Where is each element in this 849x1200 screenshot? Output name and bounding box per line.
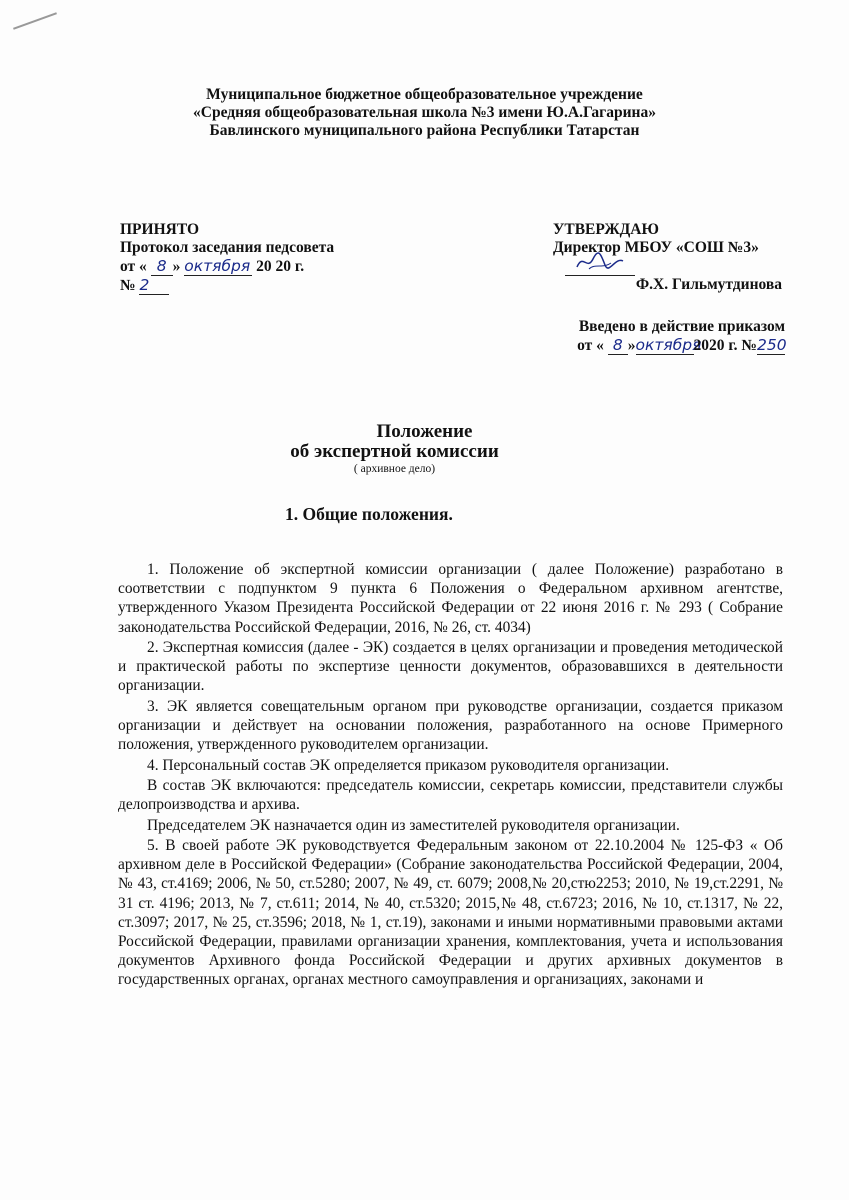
accepted-day: 8: [151, 257, 173, 276]
accepted-month: октября: [184, 257, 252, 276]
header-line-3: Бавлинского муниципального района Республики Татарстан: [209, 122, 640, 139]
decree-block: [430, 318, 785, 355]
accepted-heading: ПРИНЯТО: [120, 221, 200, 238]
paragraph: Председателем ЭК назначается один из заместителей руководителя организации.: [147, 816, 680, 834]
decree-day: 8: [608, 336, 628, 355]
section-title: 1. Общие положения.: [285, 504, 453, 524]
paragraph: 4. Персональный состав ЭК определяется приказом руководителя организации.: [147, 756, 670, 774]
signature-scribble-icon: [575, 251, 625, 273]
paragraph: 5. В своей работе ЭК руководствуется Федеральным законом от 22.10.2004 № 125-ФЗ « Об архивном деле в Российской Федерации» (Собрание законодательства Российской Федерации, 2004, № 43, ст.4169; 2006, № 50, ст.5280; 2007, № 49, ст. 6079; 2008,№ 20,стю2253; 2010, № 19,ст.2291, № 31 ст. 4196; 2013, № 7, ст.611; 2014, № 40, ст.5320; 2015,№ 48, ст.6723; 2016, № 10, ст.1317, № 22, ст.3097; 2017, № 25, ст.3596; 2018, № 1, ст.19), законами и иными нормативными правовыми актами Российской Федерации, правилами организации хранения, комплектования, учета и использования документов Архивного фонда Российской Федерации и других архивных документов в государственных органах, органах местного самоуправления и организациях, законами и: [118, 836, 783, 989]
body-text: [118, 560, 783, 991]
accepted-number: № 2: [120, 276, 420, 295]
decree-line: Введено в действие приказом: [578, 318, 785, 335]
paragraph: 3. ЭК является совещательным органом при руководстве организации, создается приказом организации и действует на основании положения, разработанного на основе Примерного положения, утвержденного руководителем организации.: [118, 697, 783, 754]
accepted-protocol: Протокол заседания педсовета: [120, 239, 335, 256]
decree-year: 2020 г. №: [693, 337, 757, 354]
document-subtitle: об экспертной комиссии: [290, 441, 499, 462]
accepted-date: от « 8 » октября 20 20 г.: [120, 257, 305, 275]
decree-number: 250: [757, 336, 787, 354]
scan-mark: [13, 12, 57, 30]
signature: [565, 257, 635, 276]
accepted-block: [120, 221, 420, 295]
decree-date: от « 8 »октября2020 г. №250: [577, 336, 787, 354]
document-title: Положение: [376, 421, 473, 442]
organization-header: [0, 86, 849, 140]
header-line-1: Муниципальное бюджетное общеобразовательное учреждение: [206, 86, 643, 103]
approved-block: [553, 221, 803, 279]
paragraph: В состав ЭК включаются: председатель комиссии, секретарь комиссии, представители службы делопроизводства и архива.: [118, 776, 783, 814]
paragraph: 1. Положение об экспертной комиссии организации ( далее Положение) разработано в соответствии с подпунктом 9 пункта 6 Положения о Федеральном архивном агентстве, утвержденного Указом Президента Российской Федерации от 22 июня 2016 г. № 293 ( Собрание законодательства Российской Федерации, 2016, № 26, ст. 4034): [118, 561, 783, 636]
approved-heading: УТВЕРЖДАЮ: [553, 221, 659, 238]
protocol-number: 2: [139, 276, 169, 295]
approved-position: Директор МБОУ «СОШ №3»: [553, 239, 759, 256]
accepted-year: 20 20 г.: [256, 258, 305, 275]
document-note: ( архивное дело): [353, 463, 436, 475]
paragraph: 2. Экспертная комиссия (далее - ЭК) создается в целях организации и проведения методической и практической работы по экспертизе ценности документов, образовавшихся в деятельности организации.: [118, 639, 783, 695]
director-name: Ф.Х. Гильмутдинова: [635, 276, 782, 293]
decree-month: октября: [635, 336, 702, 354]
header-line-2: «Средняя общеобразовательная школа №3 имени Ю.А.Гагарина»: [193, 104, 656, 121]
